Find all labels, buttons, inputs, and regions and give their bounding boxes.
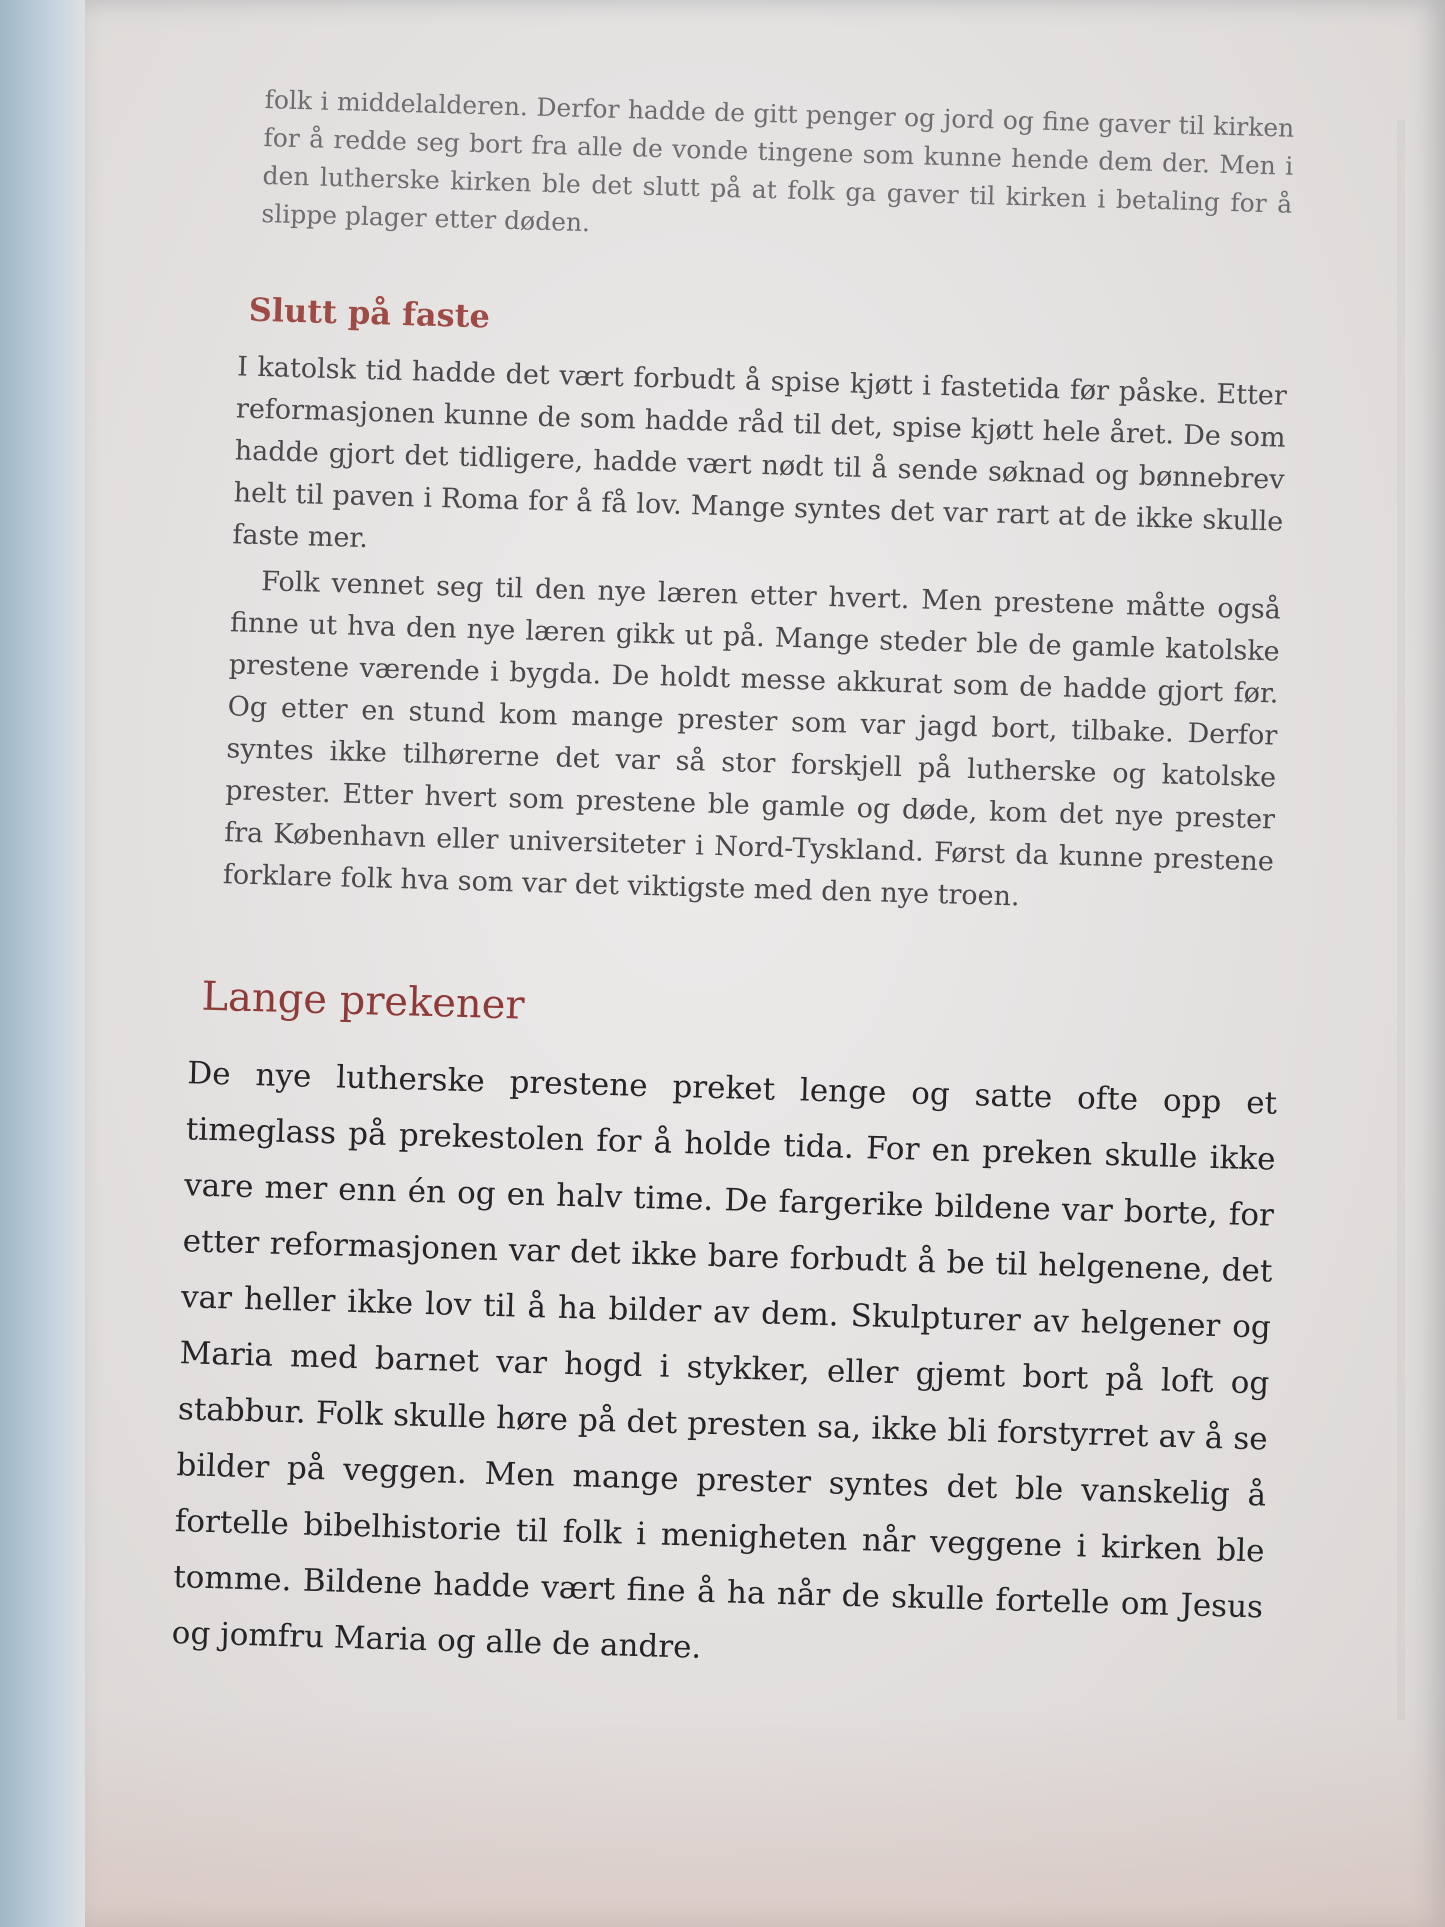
heading-sermons: Lange prekener xyxy=(200,973,526,1029)
page-content xyxy=(171,80,1295,1691)
paragraph-fasting-2: Folk vennet seg til den nye læren etter hvert. Men prestene måtte også finne ut hva den nye læren gikk ut på. Mange steder ble de gamle katolske prestene værende i bygda. De holdt messe akkurat som de hadde gjort før. Og etter en stund kom mange prester som var jagd bort, tilbake. Derfor syntes ikke tilhørerne det var så stor forskjell på lutherske og katolske prester. Etter hvert som prestene ble gamle og døde, kom det nye prester fra København eller universiteter i Nord-Tyskland. Først da kunne prestene forklare folk hva som var det viktigste med den nye troen. xyxy=(222,566,1282,913)
book-page xyxy=(85,0,1445,1927)
paragraph-top: folk i middelalderen. Derfor hadde de gitt penger og jord og fine gaver til kirken for å redde seg bort fra alle de vonde tingene som kunne hende dem der. Men i den lutherske kirken ble det slutt på at folk ga gaver til kirken i betaling for å slippe plager etter døden. xyxy=(261,85,1295,238)
heading-fasting: Slutt på faste xyxy=(248,290,491,336)
page-edge-shadow xyxy=(1397,120,1405,1720)
paragraph-fasting-1: I katolsk tid hadde det vært forbudt å spise kjøtt i fastetida før påske. Etter reformasjonen kunne de som hadde råd til det, spise kjøtt hele året. De som hadde gjort det tidligere, hadde vært nødt til å sende søknad og bønnebrev helt til paven i Roma for å få lov. Mange syntes det var rart at de ikke skulle faste mer. xyxy=(232,351,1288,555)
paragraph-sermons: De nye lutherske prestene preket lenge og satte ofte opp et timeglass på prekestolen for å holde tida. For en preken skulle ikke vare mer enn én og en halv time. De fargerike bildene var borte, for etter reformasjonen var det ikke bare forbudt å be til helgenene, det var heller ikke lov til å ha bilder av dem. Skulpturer av helgener og Maria med barnet var hogd i stykker, eller gjemt bort på loft og stabbur. Folk skulle høre på det presten sa, ikke bli forstyrret av å se bilder på veggen. Men mange prester syntes det ble vanskelig å fortelle bibelhistorie til folk i menigheten når veggene i kirken ble tomme. Bildene hadde vært fine å ha når de skulle fortelle om Jesus og jomfru Maria og alle de andre. xyxy=(171,1055,1278,1666)
